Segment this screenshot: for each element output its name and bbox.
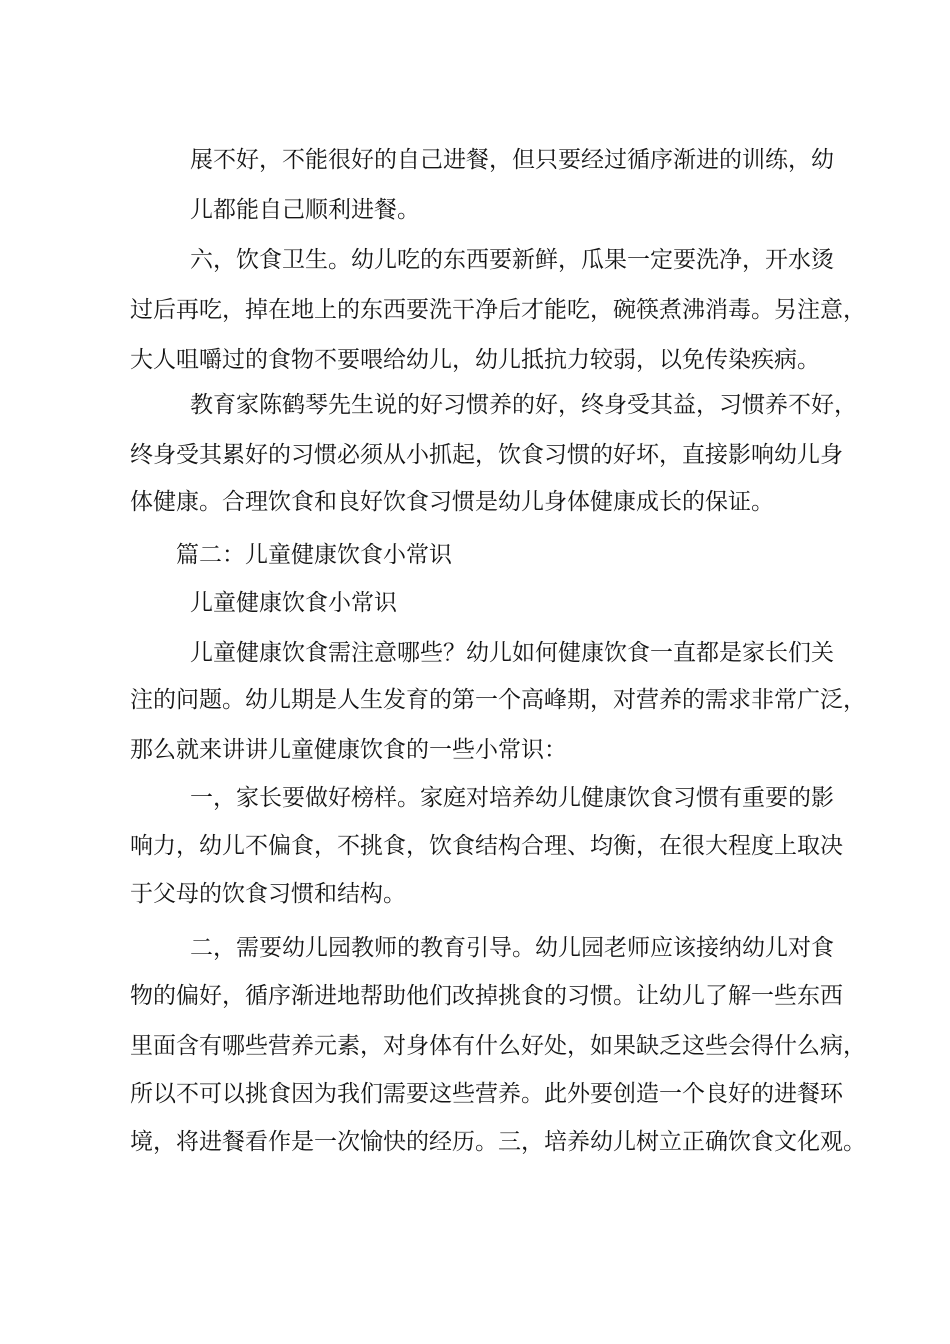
- text-line: 大人咀嚼过的食物不要喂给幼儿，幼儿抵抗力较弱，以免传染疾病。: [130, 347, 820, 373]
- text-line: 儿童健康饮食需注意哪些？幼儿如何健康饮食一直都是家长们关: [190, 640, 834, 666]
- text-line: 一，家长要做好榜样。家庭对培养幼儿健康饮食习惯有重要的影: [190, 785, 834, 811]
- text-line: 二，需要幼儿园教师的教育引导。幼儿园老师应该接纳幼儿对食: [190, 935, 834, 961]
- text-line: 响力，幼儿不偏食，不挑食，饮食结构合理、均衡，在很大程度上取决: [130, 833, 843, 859]
- section-subtitle: 儿童健康饮食小常识: [190, 590, 397, 616]
- text-line: 里面含有哪些营养元素，对身体有什么好处，如果缺乏这些会得什么病，: [130, 1033, 866, 1059]
- text-line: 注的问题。幼儿期是人生发育的第一个高峰期，对营养的需求非常广泛，: [130, 687, 866, 713]
- text-line: 六，饮食卫生。幼儿吃的东西要新鲜，瓜果一定要洗净，开水烫: [190, 247, 834, 273]
- text-line: 过后再吃，掉在地上的东西要洗干净后才能吃，碗筷煮沸消毒。另注意，: [130, 297, 866, 323]
- text-line: 物的偏好，循序渐进地帮助他们改掉挑食的习惯。让幼儿了解一些东西: [130, 983, 843, 1009]
- text-line: 教育家陈鹤琴先生说的好习惯养的好，终身受其益，习惯养不好，: [190, 392, 857, 418]
- text-line: 终身受其累好的习惯必须从小抓起，饮食习惯的好坏，直接影响幼儿身: [130, 442, 843, 468]
- text-line: 体健康。合理饮食和良好饮食习惯是幼儿身体健康成长的保证。: [130, 489, 774, 515]
- section-heading: 篇二：儿童健康饮食小常识: [176, 542, 452, 568]
- text-line: 于父母的饮食习惯和结构。: [130, 881, 406, 907]
- text-line: 所以不可以挑食因为我们需要这些营养。此外要创造一个良好的进餐环: [130, 1081, 843, 1107]
- text-line: 那么就来讲讲儿童健康饮食的一些小常识：: [130, 737, 567, 763]
- text-line: 境，将进餐看作是一次愉快的经历。三，培养幼儿树立正确饮食文化观。: [130, 1129, 866, 1155]
- text-line: 展不好，不能很好的自己进餐，但只要经过循序渐进的训练，幼: [190, 147, 834, 173]
- text-line: 儿都能自己顺利进餐。: [190, 197, 420, 223]
